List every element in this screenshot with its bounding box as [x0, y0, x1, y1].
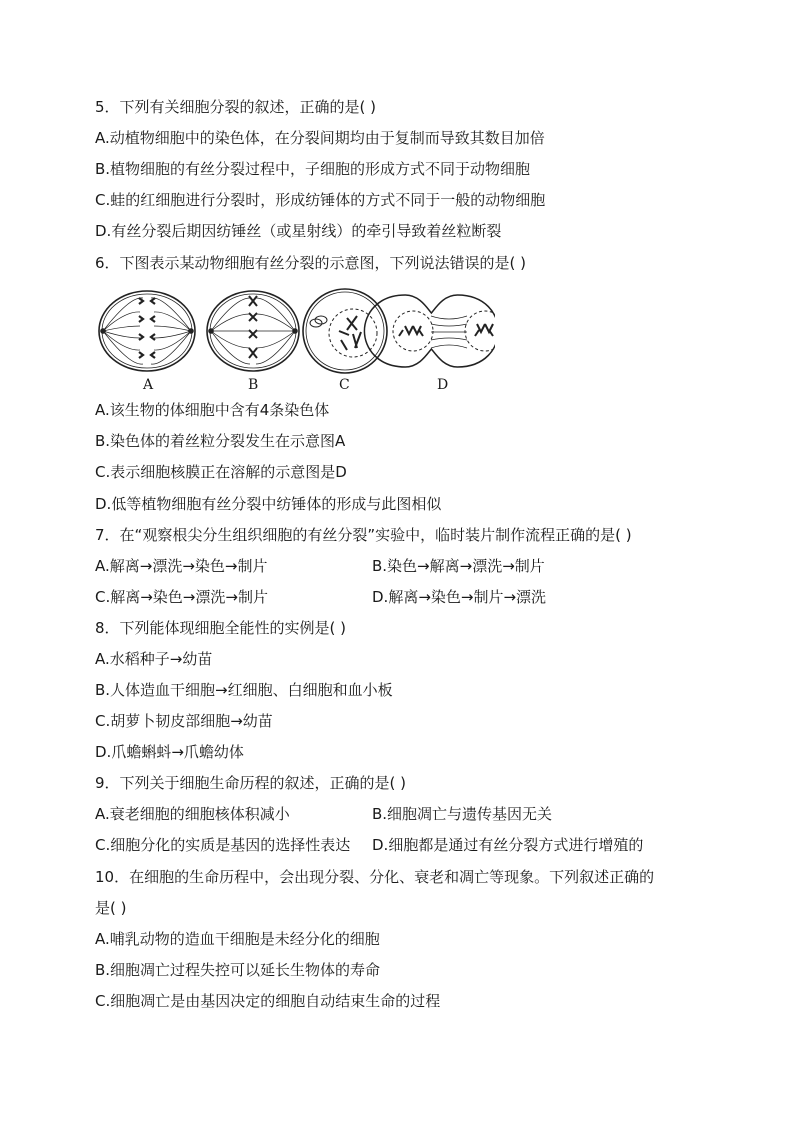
q9-option-a: A.衰老细胞的细胞核体积减小 [95, 805, 290, 823]
q6-option-d: D.低等植物细胞有丝分裂中纺锤体的形成与此图相似 [95, 495, 442, 513]
q5-option-a: A.动植物细胞中的染色体，在分裂间期均由于复制而导致其数目加倍 [95, 129, 545, 147]
q7-option-d: D.解离→染色→制片→漂洗 [372, 588, 547, 606]
q6-option-b: B.染色体的着丝粒分裂发生在示意图A [95, 432, 346, 450]
q5-option-d: D.有丝分裂后期因纺锤丝（或星射线）的牵引导致着丝粒断裂 [95, 222, 502, 240]
cell-a [99, 291, 195, 371]
q9-option-d: D.细胞都是通过有丝分裂方式进行增殖的 [372, 836, 644, 854]
q9-option-c: C.细胞分化的实质是基因的选择性表达 [95, 836, 351, 854]
q10-stem-line2: 是( ) [95, 899, 127, 917]
mitosis-diagram [95, 286, 495, 394]
q8-stem: 8．下列能体现细胞全能性的实例是( ) [95, 619, 347, 637]
q10-option-c: C.细胞凋亡是由基因决定的细胞自动结束生命的过程 [95, 992, 441, 1010]
q10-option-a: A.哺乳动物的造血干细胞是未经分化的细胞 [95, 930, 380, 948]
q7-stem: 7．在“观察根尖分生组织细胞的有丝分裂”实验中，临时装片制作流程正确的是( ) [95, 526, 632, 544]
figure-label-a: A [143, 377, 154, 393]
cell-c [303, 289, 387, 373]
q5-option-c: C.蛙的红细胞进行分裂时，形成纺锤体的方式不同于一般的动物细胞 [95, 191, 546, 209]
q8-option-a: A.水稻种子→幼苗 [95, 650, 213, 668]
mitosis-figure [95, 286, 495, 394]
q8-option-c: C.胡萝卜韧皮部细胞→幼苗 [95, 712, 273, 730]
q10-stem-line1: 10．在细胞的生命历程中，会出现分裂、分化、衰老和凋亡等现象。下列叙述正确的 [95, 868, 655, 886]
q6-stem: 6．下图表示某动物细胞有丝分裂的示意图，下列说法错误的是( ) [95, 254, 527, 272]
q7-option-c: C.解离→染色→漂洗→制片 [95, 588, 268, 606]
q9-stem: 9．下列关于细胞生命历程的叙述，正确的是( ) [95, 774, 407, 792]
q5-stem: 5．下列有关细胞分裂的叙述，正确的是( ) [95, 98, 377, 116]
q10-option-b: B.细胞凋亡过程失控可以延长生物体的寿命 [95, 961, 381, 979]
q8-option-b: B.人体造血干细胞→红细胞、白细胞和血小板 [95, 681, 393, 699]
q7-option-b: B.染色→解离→漂洗→制片 [372, 557, 545, 575]
q5-option-b: B.植物细胞的有丝分裂过程中，子细胞的形成方式不同于动物细胞 [95, 160, 531, 178]
q6-option-a: A.该生物的体细胞中含有4条染色体 [95, 401, 330, 419]
cell-b [207, 291, 299, 371]
q9-option-b: B.细胞凋亡与遗传基因无关 [372, 805, 553, 823]
figure-label-d: D [437, 377, 449, 393]
q6-option-c: C.表示细胞核膜正在溶解的示意图是D [95, 463, 347, 481]
figure-label-b: B [248, 377, 259, 393]
q8-option-d: D.爪蟾蝌蚪→爪蟾幼体 [95, 743, 244, 761]
figure-label-c: C [339, 377, 350, 393]
q7-option-a: A.解离→漂洗→染色→制片 [95, 557, 268, 575]
